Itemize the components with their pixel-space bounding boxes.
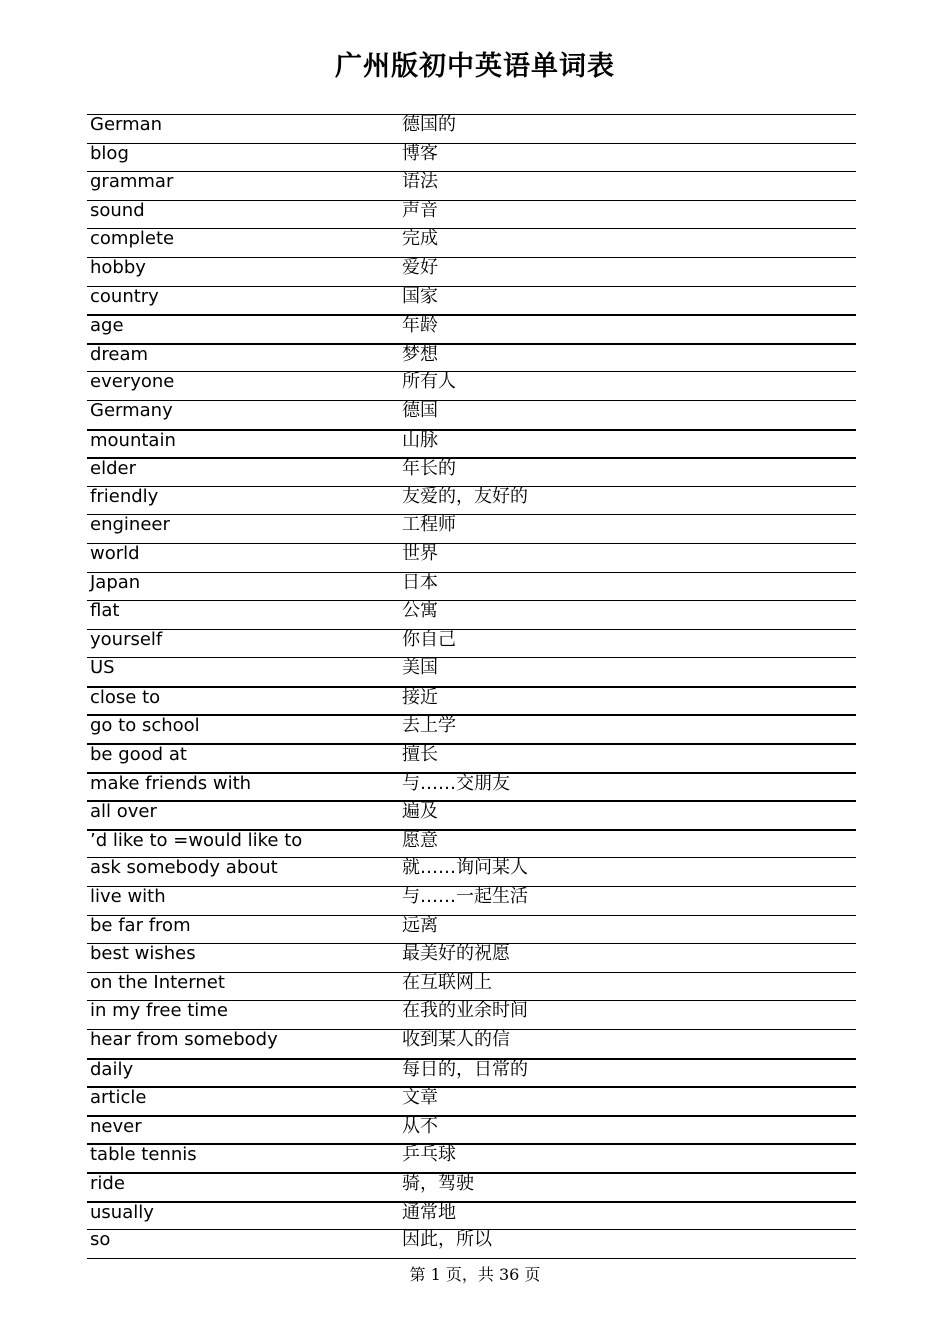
chinese-meaning: 愿意 — [402, 829, 438, 851]
table-row — [87, 228, 856, 257]
english-word: make friends with — [90, 772, 252, 794]
chinese-meaning: 日本 — [402, 571, 438, 593]
table-row — [87, 772, 856, 801]
english-word: age — [90, 315, 124, 337]
chinese-meaning: 德国 — [402, 399, 438, 421]
english-word: table tennis — [90, 1144, 197, 1166]
english-word: dream — [90, 343, 149, 365]
english-word: ask somebody about — [90, 857, 278, 879]
page-footer: 第 1 页，共 36 页 — [409, 1265, 541, 1284]
english-word: US — [90, 657, 115, 679]
table-row — [87, 457, 856, 486]
table-row — [87, 1086, 856, 1115]
english-word: world — [90, 542, 140, 564]
chinese-meaning: 语法 — [402, 171, 438, 193]
english-word: mountain — [90, 429, 176, 451]
chinese-meaning: 因此，所以 — [402, 1229, 492, 1251]
table-row — [87, 1143, 856, 1172]
english-word: close to — [90, 686, 161, 708]
table-row — [87, 600, 856, 629]
english-word: best wishes — [90, 943, 196, 965]
chinese-meaning: 工程师 — [402, 514, 456, 536]
chinese-meaning: 年龄 — [402, 315, 438, 337]
table-row — [87, 1172, 856, 1201]
table-row — [87, 343, 856, 372]
table-row — [87, 714, 856, 743]
table-row — [87, 400, 856, 429]
english-word: be good at — [90, 744, 187, 766]
english-word: German — [90, 114, 163, 135]
table-row — [87, 257, 856, 286]
table-row — [87, 572, 856, 601]
english-word: Japan — [90, 571, 141, 593]
chinese-meaning: 在我的业余时间 — [402, 1000, 528, 1022]
chinese-meaning: 去上学 — [402, 715, 456, 737]
table-row — [87, 143, 856, 172]
english-word: engineer — [90, 514, 170, 536]
table-row — [87, 114, 856, 143]
table-row — [87, 314, 856, 343]
english-word: live with — [90, 886, 166, 908]
chinese-meaning: 文章 — [402, 1087, 438, 1109]
table-row — [87, 943, 856, 972]
table-row — [87, 514, 856, 543]
table-row — [87, 915, 856, 944]
english-word: country — [90, 285, 159, 307]
table-row — [87, 371, 856, 400]
chinese-meaning: 与……交朋友 — [402, 772, 510, 794]
table-row — [87, 657, 856, 686]
english-word: complete — [90, 228, 175, 250]
chinese-meaning: 与……一起生活 — [402, 886, 528, 908]
english-word: so — [90, 1229, 111, 1251]
english-word: ’d like to =would like to — [90, 829, 303, 851]
chinese-meaning: 就……询问某人 — [402, 857, 528, 879]
table-row — [87, 829, 856, 858]
chinese-meaning: 接近 — [402, 686, 438, 708]
chinese-meaning: 通常地 — [402, 1201, 456, 1223]
table-row — [87, 800, 856, 829]
english-word: Germany — [90, 399, 173, 421]
chinese-meaning: 从不 — [402, 1115, 438, 1137]
english-word: article — [90, 1087, 147, 1109]
chinese-meaning: 美国 — [402, 657, 438, 679]
table-bottom-rule — [87, 1258, 856, 1259]
table-row — [87, 1029, 856, 1058]
chinese-meaning: 梦想 — [402, 343, 438, 365]
chinese-meaning: 友爱的，友好的 — [402, 485, 528, 507]
english-word: go to school — [90, 715, 200, 737]
table-row — [87, 486, 856, 515]
table-row — [87, 429, 856, 458]
chinese-meaning: 在互联网上 — [402, 971, 492, 993]
vocab-table — [87, 114, 856, 1259]
chinese-meaning: 每日的，日常的 — [402, 1058, 528, 1080]
table-row — [87, 1201, 856, 1230]
chinese-meaning: 爱好 — [402, 256, 438, 278]
chinese-meaning: 擅长 — [402, 744, 438, 766]
english-word: yourself — [90, 628, 163, 650]
page-title: 广州版初中英语单词表 — [335, 51, 615, 82]
english-word: be far from — [90, 914, 191, 936]
chinese-meaning: 骑，驾驶 — [402, 1172, 474, 1194]
english-word: friendly — [90, 485, 159, 507]
table-row — [87, 1115, 856, 1144]
table-row — [87, 286, 856, 315]
english-word: elder — [90, 458, 136, 480]
english-word: hobby — [90, 256, 146, 278]
english-word: hear from somebody — [90, 1029, 278, 1050]
table-row — [87, 1058, 856, 1087]
english-word: never — [90, 1115, 142, 1137]
table-row — [87, 1229, 856, 1258]
table-row — [87, 1000, 856, 1029]
english-word: daily — [90, 1058, 134, 1080]
chinese-meaning: 遍及 — [402, 801, 438, 823]
table-row — [87, 200, 856, 229]
chinese-meaning: 公寓 — [402, 600, 438, 622]
table-row — [87, 543, 856, 572]
english-word: ride — [90, 1172, 125, 1194]
table-row — [87, 743, 856, 772]
chinese-meaning: 年长的 — [402, 458, 456, 480]
chinese-meaning: 山脉 — [402, 429, 438, 451]
chinese-meaning: 完成 — [402, 228, 438, 250]
chinese-meaning: 博客 — [402, 142, 438, 164]
chinese-meaning: 所有人 — [402, 371, 456, 393]
english-word: usually — [90, 1201, 154, 1223]
chinese-meaning: 最美好的祝愿 — [402, 943, 510, 965]
english-word: everyone — [90, 371, 175, 393]
chinese-meaning: 远离 — [402, 914, 438, 936]
table-row — [87, 629, 856, 658]
english-word: all over — [90, 801, 157, 823]
english-word: on the Internet — [90, 971, 225, 993]
chinese-meaning: 乒乓球 — [402, 1144, 456, 1166]
table-row — [87, 171, 856, 200]
table-row — [87, 886, 856, 915]
english-word: grammar — [90, 171, 174, 193]
chinese-meaning: 德国的 — [402, 114, 456, 135]
chinese-meaning: 世界 — [402, 542, 438, 564]
english-word: in my free time — [90, 1000, 228, 1022]
chinese-meaning: 国家 — [402, 285, 438, 307]
english-word: sound — [90, 199, 145, 221]
table-row — [87, 686, 856, 715]
table-row — [87, 857, 856, 886]
chinese-meaning: 声音 — [402, 199, 438, 221]
chinese-meaning: 收到某人的信 — [402, 1029, 510, 1050]
english-word: flat — [90, 600, 120, 622]
table-row — [87, 972, 856, 1001]
chinese-meaning: 你自己 — [402, 628, 456, 650]
english-word: blog — [90, 142, 129, 164]
